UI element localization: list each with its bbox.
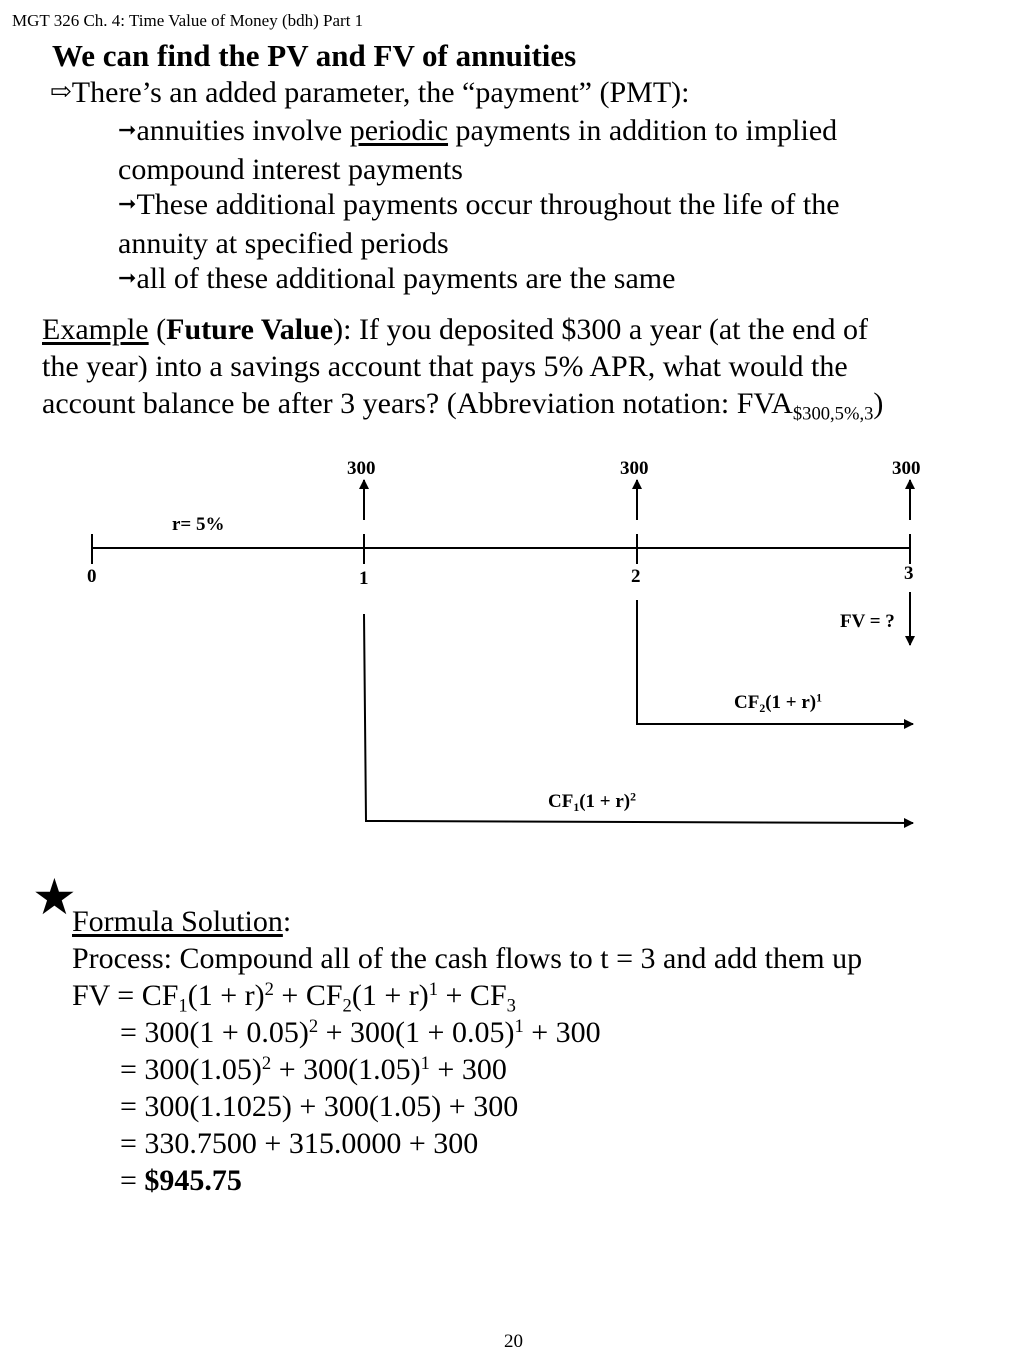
step-2-part: = 300(1.05) [120, 1053, 262, 1086]
cf2-label [734, 692, 822, 714]
fv-formula-sub: 3 [506, 995, 516, 1017]
sub-bullet-1 [118, 112, 837, 188]
step-2 [120, 1053, 507, 1087]
sub-bullet-2-line2: annuity at specified periods [118, 227, 449, 260]
arrow-bullet-icon: ➞ [118, 191, 137, 216]
example-bold: Future Value [166, 313, 334, 346]
fv-formula-part: (1 + r) [187, 979, 265, 1012]
fv-formula-sub: 1 [178, 995, 188, 1017]
fv-formula-part: + CF [438, 979, 507, 1012]
example-line-3 [42, 387, 884, 425]
cf1-subscript: 1 [573, 801, 580, 815]
sub-bullet-1-text: annuities involve [136, 114, 350, 147]
page-number: 20 [504, 1331, 523, 1352]
example-label: Example [42, 313, 149, 346]
step-1-part: = 300(1 + 0.05) [120, 1016, 309, 1049]
main-bullet [50, 76, 690, 110]
cf2-label-text: CF [734, 692, 760, 713]
payment-label-3: 300 [892, 458, 921, 479]
sub-bullet-1-text-end: payments in addition to implied [448, 114, 838, 147]
step-4: = 330.7500 + 315.0000 + 300 [120, 1127, 479, 1160]
step-2-exp: 1 [420, 1052, 430, 1074]
formula-heading [72, 905, 291, 939]
step-2-part: + 300 [429, 1053, 507, 1086]
fv-formula-exp: 1 [428, 978, 439, 1000]
cf1-compound-path [364, 614, 913, 823]
star-icon: ★ [32, 869, 77, 925]
example-line-3-close: ) [873, 387, 884, 420]
arrow-bullet-icon: ➞ [118, 265, 137, 290]
step-5-equals: = [120, 1164, 145, 1197]
document-header: MGT 326 Ch. 4: Time Value of Money (bdh) Part 1 [12, 11, 364, 30]
period-label-1: 1 [359, 568, 369, 589]
payment-label-1: 300 [347, 458, 376, 479]
formula-heading-text: Formula Solution [72, 905, 283, 938]
cf1-label [548, 791, 636, 813]
sub-bullet-3 [118, 260, 675, 299]
fv-label: FV = ? [840, 611, 895, 632]
cf1-exponent: 2 [630, 790, 637, 804]
example-line-2: the year) into a savings account that pays 5% APR, what would the [42, 350, 848, 383]
sub-bullet-1-line2: compound interest payments [118, 153, 463, 186]
hollow-arrow-icon: ⇨ [50, 77, 72, 106]
fv-formula-part: FV = CF [72, 979, 179, 1012]
rate-label: r= 5% [172, 514, 225, 535]
step-5 [120, 1164, 242, 1198]
main-bullet-text: There’s an added parameter, the “payment” (PMT): [71, 76, 690, 109]
cf2-subscript: 2 [759, 702, 766, 716]
period-label-3: 3 [904, 563, 914, 584]
fv-formula-exp: 2 [264, 978, 274, 1000]
step-2-part: + 300(1.05) [271, 1053, 421, 1086]
formula-heading-colon: : [282, 905, 292, 938]
process-line: Process: Compound all of the cash flows to t = 3 and add them up [72, 942, 863, 975]
cf1-label-rest: (1 + r) [579, 791, 631, 812]
period-label-0: 0 [87, 566, 97, 587]
sub-bullet-2-text: These additional payments occur throughout the life of the [136, 188, 840, 221]
fv-formula-part: (1 + r) [351, 979, 429, 1012]
sub-bullet-3-text: all of these additional payments are the same [136, 262, 676, 295]
fv-formula-part: + CF [273, 979, 343, 1012]
step-1-part: + 300(1 + 0.05) [318, 1016, 515, 1049]
step-1 [120, 1016, 601, 1050]
step-1-exp: 2 [308, 1015, 319, 1037]
fv-formula-line [72, 978, 516, 1017]
payment-label-2: 300 [620, 458, 649, 479]
arrow-bullet-icon: ➞ [118, 117, 137, 142]
cf2-exponent: 1 [816, 691, 823, 705]
example-line-1: Example (Future Value): If you deposited $300 a year (at the end of [42, 313, 868, 346]
fv-formula-sub: 2 [342, 995, 352, 1017]
fva-subscript: $300,5%,3 [792, 403, 874, 425]
cf1-label-text: CF [548, 791, 574, 812]
step-1-exp: 1 [514, 1015, 524, 1037]
step-2-exp: 2 [261, 1052, 272, 1074]
step-1-part: + 300 [523, 1016, 601, 1049]
example-line-1-text: : If you deposited $300 a year (at the end of [343, 313, 868, 346]
period-label-2: 2 [631, 566, 641, 587]
final-answer: $945.75 [144, 1164, 242, 1197]
step-3: = 300(1.1025) + 300(1.05) + 300 [120, 1090, 519, 1123]
sub-bullet-1-underlined: periodic [349, 114, 449, 147]
example-line-3-text: account balance be after 3 years? (Abbreviation notation: FVA [42, 387, 793, 420]
sub-bullet-2 [118, 186, 840, 262]
slide-title: We can find the PV and FV of annuities [52, 38, 577, 73]
cf2-label-rest: (1 + r) [765, 692, 817, 713]
